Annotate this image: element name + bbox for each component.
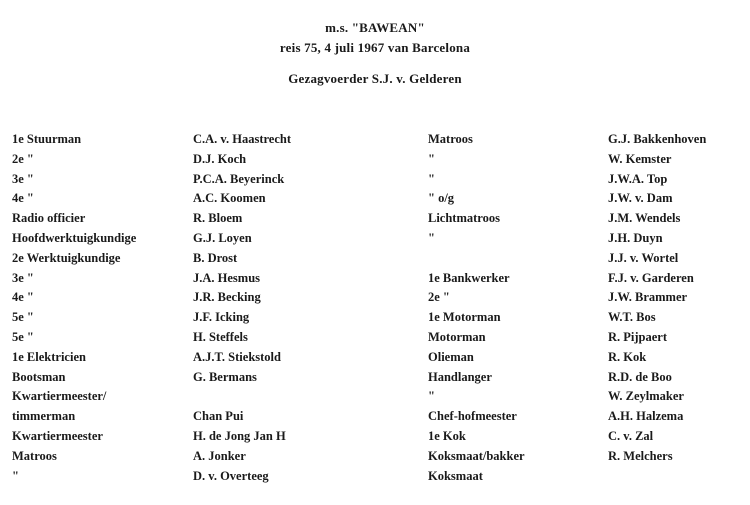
crew-name: R. Bloem <box>193 211 243 226</box>
crew-role: 5e " <box>12 310 34 325</box>
crew-name: H. de Jong Jan H <box>193 428 286 443</box>
crew-role: 2e " <box>12 151 34 166</box>
crew-name: G. Bermans <box>193 369 257 384</box>
crew-role: Olieman <box>428 349 474 364</box>
crew-role: " <box>428 389 435 404</box>
crew-name: J.W. v. Dam <box>608 191 673 206</box>
crew-name: F.J. v. Garderen <box>608 270 694 285</box>
crew-name: R. Kok <box>608 349 647 364</box>
crew-role: Radio officier <box>12 211 86 226</box>
crew-role: Koksmaat <box>428 468 483 483</box>
crew-name: R.D. de Boo <box>608 369 672 384</box>
crew-role <box>428 249 606 269</box>
ship-name: m.s. "BAWEAN" <box>325 20 425 35</box>
right-names-column <box>608 130 750 467</box>
crew-role: 1e Bankwerker <box>428 270 510 285</box>
crew-name: A.H. Halzema <box>608 409 684 424</box>
crew-role: Chef-hofmeester <box>428 409 517 424</box>
crew-name: J.J. v. Wortel <box>608 250 679 265</box>
crew-name: C. v. Zal <box>608 428 654 443</box>
crew-role: " <box>12 468 19 483</box>
crew-role: 2e " <box>428 290 450 305</box>
crew-role: 1e Kok <box>428 428 466 443</box>
crew-role: Kwartiermeester/ <box>12 389 107 404</box>
crew-role: 2e Werktuigkundige <box>12 250 121 265</box>
crew-name: J.R. Becking <box>193 290 261 305</box>
crew-name: G.J. Loyen <box>193 230 252 245</box>
captain-line: Gezagvoerder S.J. v. Gelderen <box>288 71 462 86</box>
crew-role: Motorman <box>428 329 486 344</box>
crew-role: Handlanger <box>428 369 492 384</box>
crew-name: A.C. Koomen <box>193 191 266 206</box>
crew-name: R. Pijpaert <box>608 329 668 344</box>
crew-name: P.C.A. Beyerinck <box>193 171 285 186</box>
crew-name: J.W.A. Top <box>608 171 668 186</box>
crew-name: W.T. Bos <box>608 310 656 325</box>
crew-role: Hoofdwerktuigkundige <box>12 230 137 245</box>
crew-name: A. Jonker <box>193 448 246 463</box>
left-names-column <box>193 130 423 486</box>
left-roles-column <box>12 130 192 486</box>
crew-role: Koksmaat/bakker <box>428 448 525 463</box>
crew-name: J.M. Wendels <box>608 211 681 226</box>
crew-name: W. Zeylmaker <box>608 389 684 404</box>
crew-role: 3e " <box>12 270 34 285</box>
crew-role: " <box>428 151 435 166</box>
crew-role: Matroos <box>428 132 473 146</box>
crew-role: Kwartiermeester <box>12 428 103 443</box>
right-roles-column <box>428 130 606 486</box>
voyage-line: reis 75, 4 juli 1967 van Barcelona <box>279 40 471 55</box>
crew-name: Chan Pui <box>193 409 244 424</box>
crew-role: timmerman <box>12 409 76 424</box>
crew-role: 5e " <box>12 329 34 344</box>
crew-name: J.H. Duyn <box>608 230 663 245</box>
crew-name: J.A. Hesmus <box>193 270 261 285</box>
crew-role: Bootsman <box>12 369 66 384</box>
crew-name: W. Kemster <box>608 151 672 166</box>
crew-role: Lichtmatroos <box>428 211 500 226</box>
crew-role: 1e Elektricien <box>12 349 86 364</box>
crew-name: J.W. Brammer <box>608 290 688 305</box>
crew-name <box>193 387 423 407</box>
crew-role: 4e " <box>12 191 34 206</box>
crew-name: H. Steffels <box>193 329 248 344</box>
crew-role: " <box>428 171 435 186</box>
crew-name: D.J. Koch <box>193 151 247 166</box>
crew-role: 3e " <box>12 171 34 186</box>
crew-role: " <box>428 230 435 245</box>
crew-role: " o/g <box>428 191 455 206</box>
crew-name: A.J.T. Stiekstold <box>193 349 281 364</box>
crew-role: Matroos <box>12 448 57 463</box>
crew-role: 4e " <box>12 290 34 305</box>
crew-name: R. Melchers <box>608 448 673 463</box>
crew-role: 1e Motorman <box>428 310 501 325</box>
crew-name: G.J. Bakkenhoven <box>608 132 707 146</box>
crew-name: J.F. Icking <box>193 310 250 325</box>
crew-name: D. v. Overteeg <box>193 468 269 483</box>
crew-role: 1e Stuurman <box>12 132 82 146</box>
crew-name: C.A. v. Haastrecht <box>193 132 292 146</box>
crew-name: B. Drost <box>193 250 238 265</box>
